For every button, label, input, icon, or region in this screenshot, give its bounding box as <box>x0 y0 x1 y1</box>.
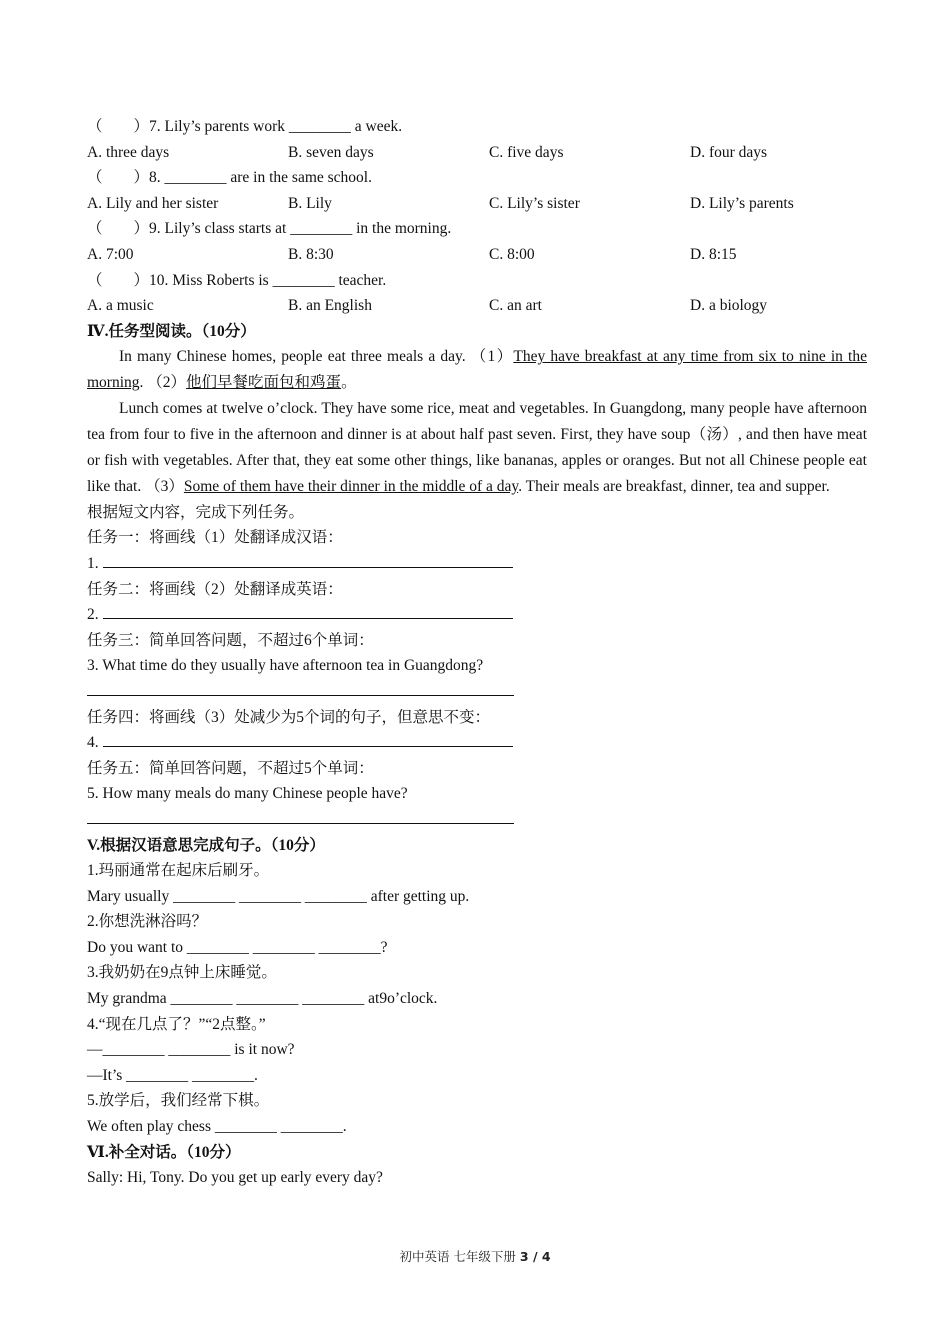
section-5-heading: V.根据汉语意思完成句子。（10分） <box>87 836 325 854</box>
answer-4 <box>87 730 867 756</box>
task-4: 任务四：将画线（3）处减少为5个词的句子，但意思不变： <box>87 708 491 726</box>
answer-number: 4. <box>87 734 99 752</box>
option-a: A. 7:00 <box>87 245 134 263</box>
answer-1 <box>87 551 867 577</box>
paragraph-text: . Their meals are breakfast, dinner, tea and supper. <box>518 477 830 495</box>
question-9 <box>87 216 867 267</box>
option-a: A. three days <box>87 143 170 161</box>
sentence-line: My grandma ________ ________ ________ at9o’clock. <box>87 990 438 1008</box>
option-d: D. a biology <box>690 297 768 315</box>
task-1: 任务一：将画线（1）处翻译成汉语： <box>87 529 343 547</box>
answer-blank[interactable] <box>87 679 514 696</box>
question-7 <box>87 114 867 165</box>
answer-blank[interactable] <box>103 603 513 619</box>
answer-number: 1. <box>87 554 99 572</box>
option-b: B. seven days <box>288 143 374 161</box>
option-a: A. Lily and her sister <box>87 194 219 212</box>
task-3: 任务三：简单回答问题，不超过6个单词： <box>87 631 374 649</box>
sentence-line: 3.我奶奶在9点钟上床睡觉。 <box>87 964 277 982</box>
sentence-line: Do you want to ________ ________ ________? <box>87 938 388 956</box>
answer-blank[interactable] <box>87 807 514 824</box>
option-c: C. an art <box>489 297 542 315</box>
option-b: B. an English <box>288 297 372 315</box>
section-6-heading: Ⅵ.补全对话。（10分） <box>87 1143 241 1161</box>
sentence-line: 5.放学后，我们经常下棋。 <box>87 1092 270 1110</box>
footer-text: 初中英语 七年级下册 <box>399 1249 520 1264</box>
answer-blank[interactable] <box>103 552 513 568</box>
paragraph-text: In many Chinese homes, people eat three meals a day. （1） <box>119 348 514 366</box>
instruction: 根据短文内容，完成下列任务。 <box>87 503 305 521</box>
option-b: B. Lily <box>288 194 332 212</box>
answer-2 <box>87 602 867 628</box>
question-stem: （ ）10. Miss Roberts is ________ teacher. <box>87 271 387 289</box>
option-c: C. 8:00 <box>489 245 535 263</box>
option-d: D. Lily’s parents <box>690 194 794 212</box>
sentence-line: 1.玛丽通常在起床后刷牙。 <box>87 862 270 880</box>
task-5: 任务五：简单回答问题，不超过5个单词： <box>87 759 374 777</box>
option-c: C. Lily’s sister <box>489 194 580 212</box>
question-5: 5. How many meals do many Chinese people have? <box>87 785 408 803</box>
option-b: B. 8:30 <box>288 245 334 263</box>
page-footer <box>0 1247 950 1265</box>
underlined-sentence-1: They have breakfast at any time from six to nine in the morning <box>87 348 867 392</box>
option-row <box>87 293 867 319</box>
question-stem: （ ）7. Lily’s parents work ________ a week. <box>87 118 403 135</box>
answer-blank[interactable] <box>103 731 513 747</box>
option-row <box>87 191 867 217</box>
option-d: D. 8:15 <box>690 245 737 263</box>
reading-paragraph-2 <box>87 396 867 500</box>
sentence-line: —It’s ________ ________. <box>87 1066 258 1084</box>
question-3: 3. What time do they usually have afternoon tea in Guangdong? <box>87 657 484 675</box>
paragraph-text: . （2） <box>139 374 187 392</box>
task-2: 任务二：将画线（2）处翻译成英语： <box>87 580 343 598</box>
question-10 <box>87 268 867 319</box>
option-d: D. four days <box>690 143 768 161</box>
sentence-line: We often play chess ________ ________. <box>87 1118 347 1136</box>
paragraph-text: 。 <box>341 374 357 392</box>
answer-3 <box>87 679 867 705</box>
dialogue-line: Sally: Hi, Tony. Do you get up early every day? <box>87 1169 383 1187</box>
page-number: 3 / 4 <box>519 1249 551 1264</box>
paragraph-text: Lunch comes at twelve o’clock. They have some rice, meat and vegetables. In Guangdong, many people have afternoon tea from four to five in the afternoon and dinner is at about half past seven. First, they have soup（汤）, and then have meat or fish with vegetables. After that, they eat some other things, like bananas, apples or oranges. But not all Chinese people eat like that. （3） <box>87 400 867 495</box>
section-4-heading: Ⅳ.任务型阅读。（10分） <box>87 322 256 340</box>
sentence-line: Mary usually ________ ________ ________ after getting up. <box>87 887 470 905</box>
sentence-line: —________ ________ is it now? <box>87 1041 295 1059</box>
question-stem: （ ）9. Lily’s class starts at ________ in the morning. <box>87 220 452 238</box>
underlined-sentence-3: Some of them have their dinner in the middle of a day <box>183 477 519 495</box>
option-row <box>87 242 867 268</box>
answer-5 <box>87 807 867 833</box>
option-c: C. five days <box>489 143 564 161</box>
question-stem: （ ）8. ________ are in the same school. <box>87 169 372 187</box>
reading-paragraph-1 <box>87 344 867 396</box>
question-8 <box>87 165 867 216</box>
answer-number: 2. <box>87 606 99 624</box>
sentence-line: 2.你想洗淋浴吗？ <box>87 913 208 931</box>
sentence-line: 4.“现在几点了？”“2点整。” <box>87 1015 266 1033</box>
worksheet-page <box>87 114 867 1191</box>
option-row <box>87 140 867 166</box>
option-a: A. a music <box>87 297 154 315</box>
underlined-sentence-2: 他们早餐吃面包和鸡蛋 <box>186 374 342 392</box>
